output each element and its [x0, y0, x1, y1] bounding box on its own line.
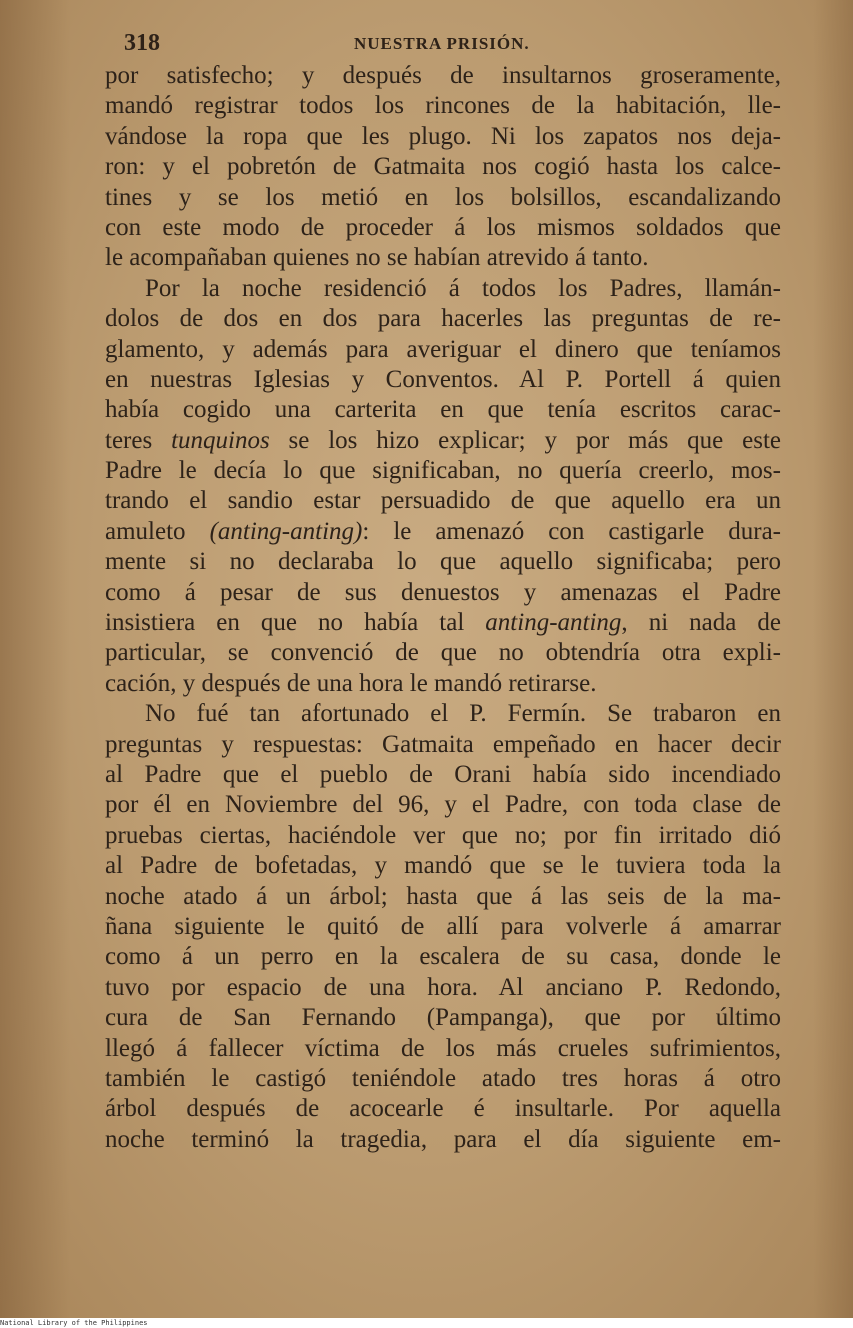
text-line: glamento, y además para averiguar el dinero que teníamos: [105, 335, 781, 363]
text-line: preguntas y respuestas: Gatmaita empeñado en hacer decir: [105, 730, 781, 758]
body-text: [105, 61, 781, 1155]
text-line: por satisfecho; y después de insultarnos groseramente,: [105, 62, 781, 89]
text-line: llegó á fallecer víctima de los más crueles sufrimientos,: [105, 1034, 781, 1062]
page-number: 318: [124, 30, 160, 56]
text-line: trando el sandio estar persuadido de que aquello era un: [105, 487, 781, 515]
text-line: árbol después de acocearle é insultarle. Por aquella: [105, 1095, 781, 1123]
text-line: como á pesar de sus denuestos y amenazas el Padre: [105, 578, 781, 606]
text-line: vándose la ropa que les plugo. Ni los zapatos nos deja-: [105, 122, 781, 150]
text-line: también le castigó teniéndole atado tres horas á otro: [105, 1064, 781, 1092]
text-line: le acompañaban quienes no se habían atrevido á tanto.: [105, 244, 649, 272]
text-line: No fué tan afortunado el P. Fermín. Se trabaron en: [145, 700, 781, 728]
text-line: cura de San Fernando (Pampanga), que por último: [105, 1004, 781, 1032]
text-line: había cogido una carterita en que tenía escritos carac-: [105, 396, 781, 424]
text-line: mandó registrar todos los rincones de la habitación, lle-: [105, 92, 781, 120]
text-line: particular, se convenció de que no obtendría otra expli-: [105, 639, 781, 667]
text-line: ron: y el pobretón de Gatmaita nos cogió hasta los calce-: [105, 153, 781, 181]
text-line: en nuestras Iglesias y Conventos. Al P. Portell á quien: [105, 365, 781, 393]
text-line: Por la noche residenció á todos los Padres, llamán-: [145, 274, 781, 302]
text-line: tines y se los metió en los bolsillos, escandalizando: [105, 183, 781, 211]
text-line: teres tunquinos se los hizo explicar; y por más que este: [105, 426, 781, 454]
text-line: como á un perro en la escalera de su casa, donde le: [105, 943, 781, 971]
text-line: por él en Noviembre del 96, y el Padre, con toda clase de: [105, 791, 781, 819]
text-line: cación, y después de una hora le mandó retirarse.: [105, 669, 597, 697]
text-line: con este modo de proceder á los mismos soldados que: [105, 213, 781, 241]
text-line: ñana siguiente le quitó de allí para volverle á amarrar: [105, 912, 781, 940]
text-line: mente si no declaraba lo que aquello significaba; pero: [105, 548, 781, 576]
text-line: al Padre de bofetadas, y mandó que se le tuviera toda la: [105, 852, 781, 880]
library-credit: National Library of the Philippines: [0, 1319, 148, 1327]
text-line: Padre le decía lo que significaban, no quería creerlo, mos-: [105, 457, 781, 485]
text-line: insistiera en que no había tal anting-anting, ni nada de: [105, 609, 782, 637]
text-line: tuvo por espacio de una hora. Al anciano P. Redondo,: [105, 973, 781, 1001]
text-line: pruebas ciertas, haciéndole ver que no; por fin irritado dió: [105, 821, 781, 849]
text-line: al Padre que el pueblo de Orani había sido incendiado: [105, 760, 781, 788]
page-header: [124, 30, 784, 60]
text-line: dolos de dos en dos para hacerles las preguntas de re-: [105, 305, 781, 333]
running-title: NUESTRA PRISIÓN.: [354, 34, 530, 53]
text-line: amuleto (anting-anting): le amenazó con castigarle dura-: [105, 517, 782, 545]
text-line: noche atado á un árbol; hasta que á las seis de la ma-: [105, 882, 781, 910]
text-line: noche terminó la tragedia, para el día siguiente em-: [105, 1125, 781, 1153]
